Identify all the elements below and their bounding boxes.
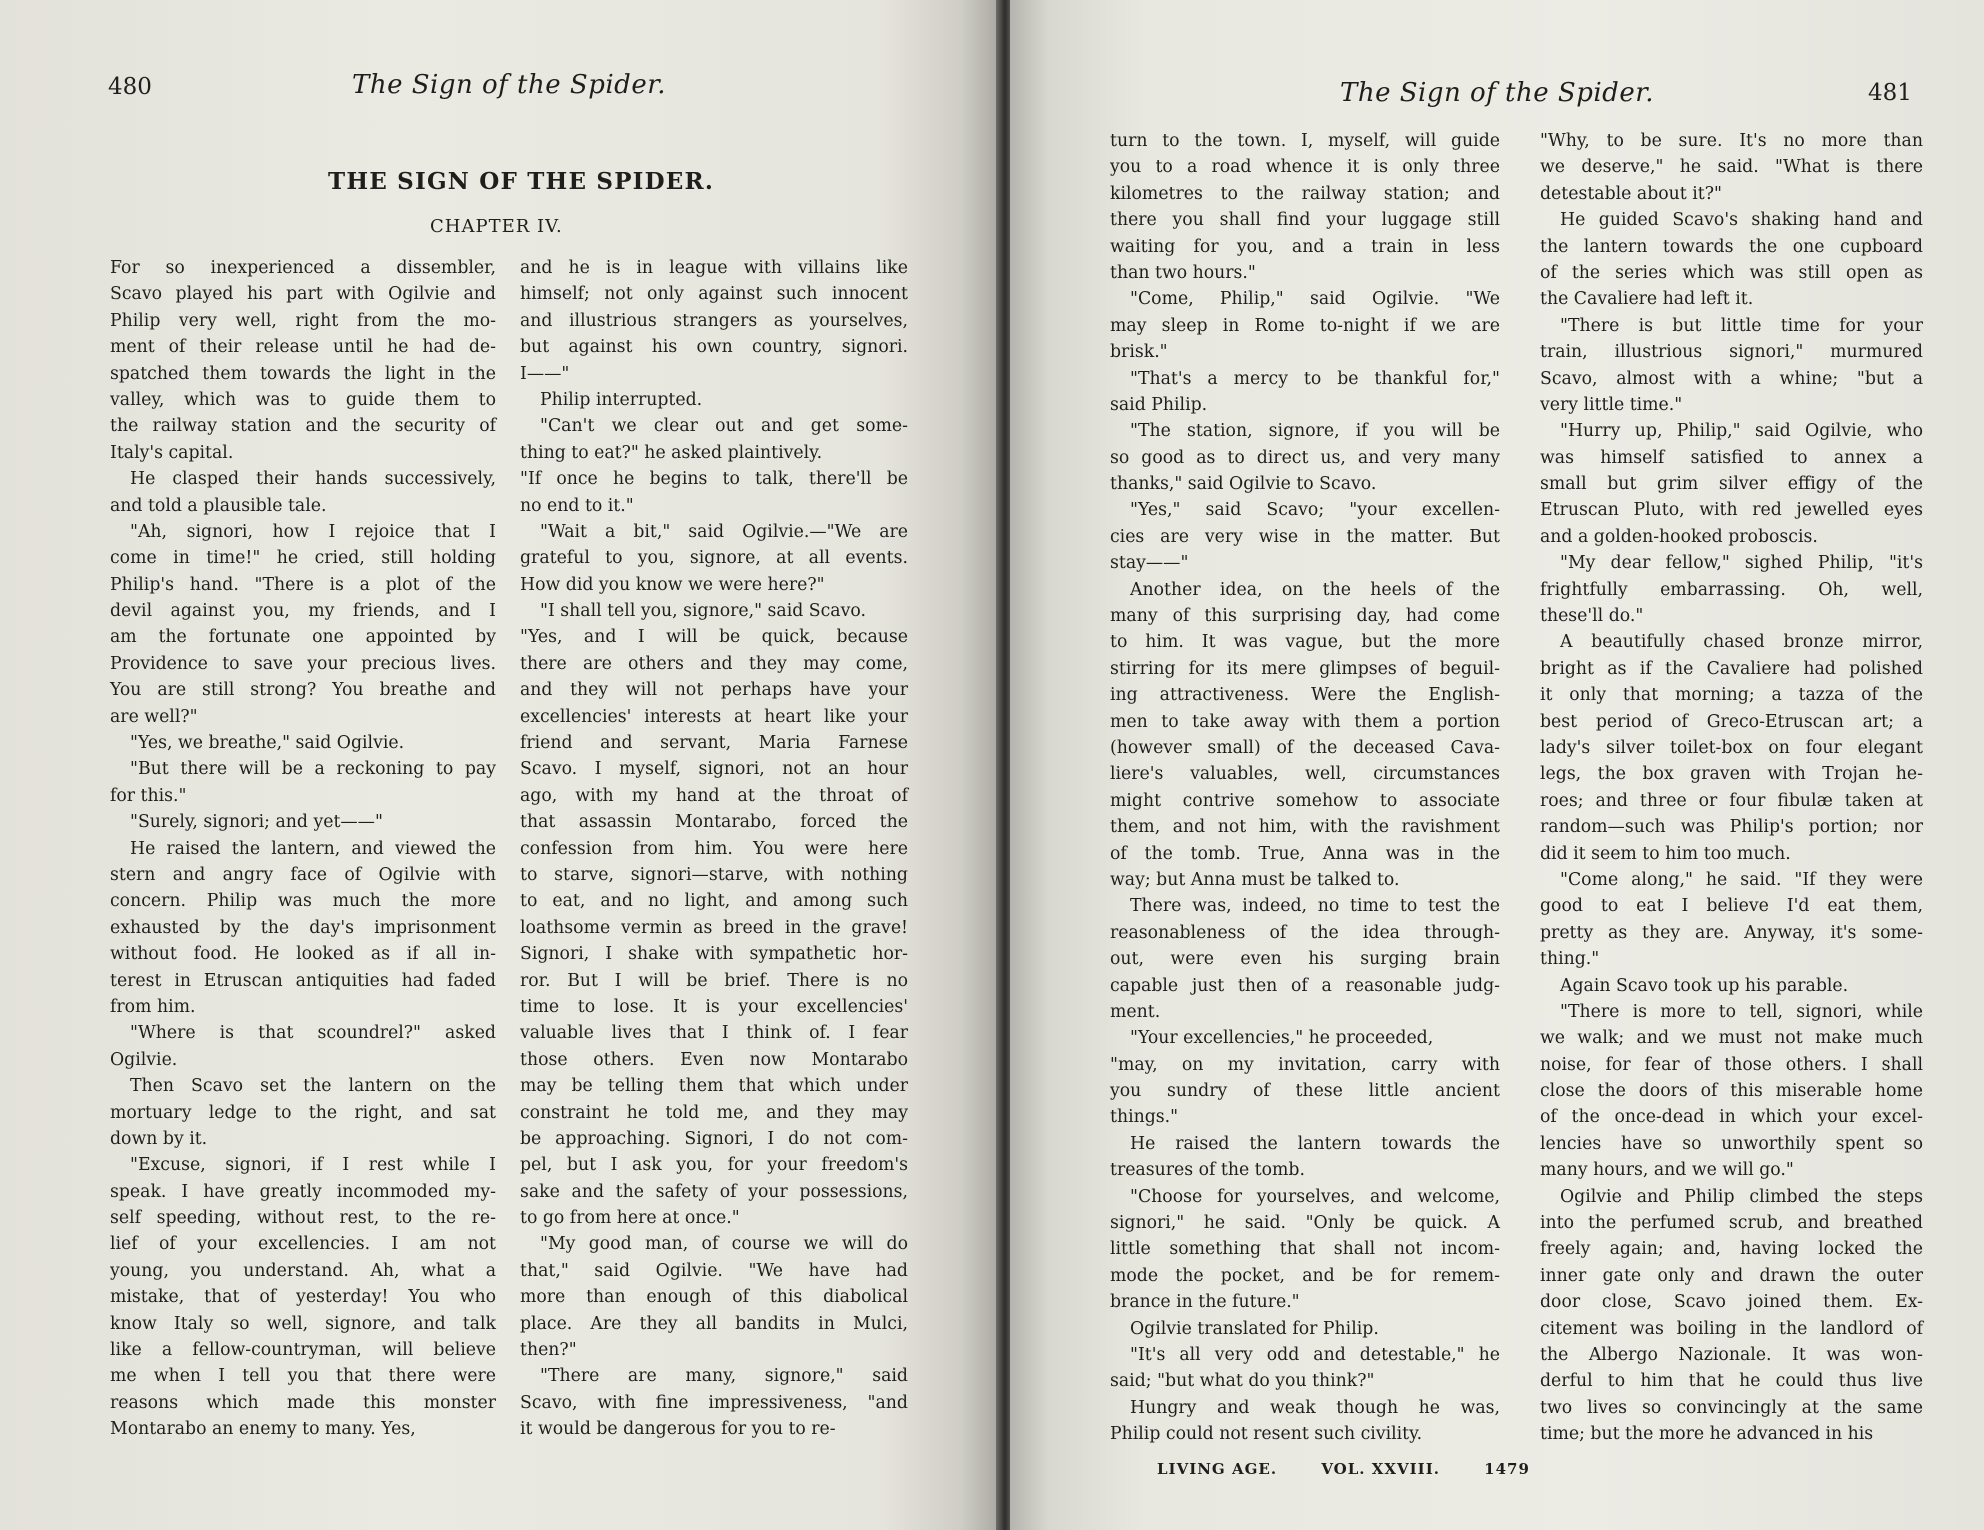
text-line: was himself satisfied to annex a	[1540, 447, 1923, 468]
text-line: then?"	[520, 1340, 577, 1361]
text-line: "Why, to be sure. It's no more than	[1540, 131, 1923, 151]
footer-magazine: LIVING AGE.	[1157, 1460, 1278, 1478]
text-line: best period of Greco-Etruscan art; a	[1540, 711, 1923, 732]
text-line: brisk."	[1110, 342, 1168, 363]
text-line: may be telling them that which under	[520, 1076, 908, 1097]
text-line: noise, for fear of those others. I shall	[1540, 1054, 1923, 1075]
text-line: sake and the safety of your possessions,	[520, 1181, 908, 1202]
text-line: are well?"	[110, 706, 198, 727]
text-line: A beautifully chased bronze mirror,	[1560, 632, 1923, 653]
text-line: Hungry and weak though he was,	[1130, 1397, 1500, 1418]
text-line: Etruscan Pluto, with red jewelled eyes	[1540, 500, 1923, 521]
text-line: for this."	[110, 785, 187, 806]
text-line: "Yes, and I will be quick, because	[520, 627, 908, 648]
text-line: thing to eat?" he asked plaintively.	[520, 442, 823, 463]
text-line: legs, the box graven with Trojan he-	[1540, 764, 1923, 785]
text-line: "The station, signore, if you will be	[1130, 421, 1500, 442]
text-line: ment.	[1110, 1001, 1161, 1022]
text-line: we deserve," he said. "What is there	[1540, 157, 1923, 178]
running-head-left: The Sign of the Spider.	[352, 70, 667, 100]
text-line: ago, with my hand at the throat of	[520, 785, 908, 806]
text-line: valuable lives that I think of. I fear	[520, 1023, 908, 1044]
right-column-1	[1110, 128, 1500, 1448]
right-page	[1010, 0, 1984, 1530]
text-line: Signori, I shake with sympathetic hor-	[520, 944, 908, 965]
text-line: Scavo, with fine impressiveness, "and	[520, 1392, 908, 1413]
text-line: mode the pocket, and be for remem-	[1110, 1265, 1500, 1286]
text-line: said Philip.	[1110, 394, 1208, 415]
text-line: freely again; and, having locked the	[1540, 1239, 1923, 1260]
text-line: Ogilvie translated for Philip.	[1130, 1318, 1379, 1339]
text-line: that," said Ogilvie. "We have had	[520, 1260, 908, 1281]
text-line: am the fortunate one appointed by	[110, 627, 496, 648]
text-line: of the tomb. True, Anna was in the	[1110, 843, 1500, 864]
text-line: speak. I have greatly incommoded my-	[110, 1181, 496, 1202]
text-line: "Yes," said Scavo; "your excellen-	[1130, 500, 1500, 521]
text-line: door close, Scavo joined them. Ex-	[1540, 1292, 1923, 1313]
text-line: "Yes, we breathe," said Ogilvie.	[130, 733, 405, 754]
text-line: be approaching. Signori, I do not com-	[520, 1128, 908, 1149]
left-column-2	[520, 255, 908, 1443]
text-line: said; "but what do you think?"	[1110, 1371, 1375, 1392]
text-line: He clasped their hands successively,	[130, 469, 496, 490]
text-line: "Wait a bit," said Ogilvie.—"We are	[540, 521, 908, 542]
article-title: THE SIGN OF THE SPIDER.	[328, 168, 715, 195]
text-line: Another idea, on the heels of the	[1130, 579, 1500, 600]
text-line: Philip's hand. "There is a plot of the	[110, 574, 496, 595]
text-line: "It's all very odd and detestable," he	[1130, 1344, 1500, 1365]
text-line: ror. But I will be brief. There is no	[520, 970, 908, 991]
text-line: pel, but I ask you, for your freedom's	[520, 1155, 908, 1176]
text-line: so good as to direct us, and very many	[1110, 447, 1500, 468]
text-line: loathsome vermin as breed in the grave!	[520, 917, 908, 938]
text-line: cies are very wise in the matter. But	[1110, 526, 1500, 547]
text-line: Italy's capital.	[110, 442, 234, 463]
text-line: "That's a mercy to be thankful for,"	[1130, 368, 1500, 389]
text-line: treasures of the tomb.	[1110, 1160, 1305, 1181]
text-line: many hours, and we will go."	[1540, 1160, 1794, 1181]
text-line: "I shall tell you, signore," said Scavo.	[540, 601, 866, 622]
text-line: "Come along," he said. "If they were	[1560, 869, 1923, 890]
text-line: ing attractiveness. Were the English-	[1110, 685, 1500, 706]
text-line: may sleep in Rome to-night if we are	[1110, 315, 1500, 336]
text-line: derful to him that he could thus live	[1540, 1371, 1923, 1392]
text-line: there you shall find your luggage still	[1110, 210, 1500, 231]
text-line: spatched them towards the light in the	[110, 363, 496, 384]
text-line: those others. Even now Montarabo	[520, 1049, 908, 1070]
text-line: (however small) of the deceased Cava-	[1110, 737, 1500, 758]
text-line: devil against you, my friends, and I	[110, 601, 496, 622]
text-line: no end to it."	[520, 495, 634, 516]
text-line: kilometres to the railway station; and	[1110, 183, 1500, 204]
text-line: liere's valuables, well, circumstances	[1110, 764, 1500, 785]
text-line: little something that shall not incom-	[1110, 1239, 1500, 1260]
text-line: lencies have so unworthily spent so	[1540, 1133, 1923, 1154]
text-line: "My good man, of course we will do	[540, 1234, 908, 1255]
text-line: "There are many, signore," said	[540, 1366, 908, 1387]
text-line: many of this surprising day, had come	[1110, 606, 1500, 627]
text-line: but against his own country, signori.	[520, 337, 908, 358]
text-line: them, and not him, with the ravishment	[1110, 817, 1500, 838]
text-line: "Your excellencies," he proceeded,	[1130, 1028, 1434, 1049]
page-number-right: 481	[1868, 80, 1912, 106]
text-line: to go from here at once."	[520, 1208, 740, 1229]
text-line: stirring for its mere glimpses of beguil-	[1110, 658, 1500, 679]
text-line: Philip very well, right from the mo-	[110, 310, 496, 331]
text-line: "If once he begins to talk, there'll be	[520, 469, 908, 490]
text-line: from him.	[110, 996, 196, 1017]
text-line: Ogilvie.	[110, 1049, 178, 1070]
text-line: Scavo, almost with a whine; "but a	[1540, 368, 1923, 389]
page-footer	[1157, 1460, 1568, 1478]
text-line: valley, which was to guide them to	[110, 389, 496, 410]
text-line: Then Scavo set the lantern on the	[130, 1076, 496, 1097]
text-line: friend and servant, Maria Farnese	[520, 733, 908, 754]
text-line: Scavo played his part with Ogilvie and	[110, 284, 496, 305]
text-line: constraint he told me, and they may	[520, 1102, 908, 1123]
text-line: self speeding, without rest, to the re-	[110, 1208, 496, 1229]
text-line: two lives so convincingly at the same	[1540, 1397, 1923, 1418]
text-line: random—such was Philip's portion; nor	[1540, 817, 1923, 838]
text-line: lief of your excellencies. I am not	[110, 1234, 496, 1255]
running-head-right: The Sign of the Spider.	[1340, 78, 1655, 108]
right-column-2	[1540, 128, 1923, 1448]
text-line: I——"	[520, 363, 570, 384]
text-line: of the once-dead in which your excel-	[1540, 1107, 1923, 1128]
text-line: stern and angry face of Ogilvie with	[110, 864, 496, 885]
text-line: things."	[1110, 1107, 1179, 1128]
text-line: He guided Scavo's shaking hand and	[1560, 210, 1923, 231]
text-line: pretty as they are. Anyway, it's some-	[1540, 922, 1923, 943]
text-line: reasonableness of the idea through-	[1110, 922, 1500, 943]
footer-number: 1479	[1484, 1460, 1530, 1478]
text-line: inner gate only and drawn the outer	[1540, 1265, 1923, 1286]
text-line: to starve, signori—starve, with nothing	[520, 864, 908, 885]
left-column-1	[110, 255, 496, 1443]
text-line: "But there will be a reckoning to pay	[130, 759, 496, 780]
text-line: close the doors of this miserable home	[1540, 1081, 1923, 1102]
text-line: detestable about it?"	[1540, 183, 1722, 204]
text-line: more than enough of this diabolical	[520, 1287, 908, 1308]
text-line: to him. It was vague, but the more	[1110, 632, 1500, 653]
text-line: there are others and they may come,	[520, 653, 908, 674]
text-line: "Where is that scoundrel?" asked	[130, 1023, 496, 1044]
text-line: that assassin Montarabo, forced the	[520, 812, 908, 833]
text-line: frightfully embarrassing. Oh, well,	[1540, 579, 1923, 600]
text-line: and illustrious strangers as yourselves,	[520, 310, 908, 331]
text-line: concern. Philip was much the more	[110, 891, 496, 912]
text-line: of the series which was still open as	[1540, 262, 1923, 283]
text-line: than two hours."	[1110, 262, 1256, 283]
text-line: "Come, Philip," said Ogilvie. "We	[1130, 289, 1500, 310]
text-line: "My dear fellow," sighed Philip, "it's	[1560, 553, 1923, 574]
text-line: Montarabo an enemy to many. Yes,	[110, 1419, 416, 1440]
text-line: He raised the lantern towards the	[1130, 1133, 1500, 1154]
text-line: He raised the lantern, and viewed the	[130, 838, 496, 859]
text-line: good to eat I believe I'd eat them,	[1540, 896, 1923, 917]
text-line: stay——"	[1110, 553, 1189, 574]
text-line: out, were even his surging brain	[1110, 949, 1500, 970]
text-line: young, you understand. Ah, what a	[110, 1260, 496, 1281]
text-line: and told a plausible tale.	[110, 495, 327, 516]
text-line: ment of their release until he had de-	[110, 337, 496, 358]
text-line: Scavo. I myself, signori, not an hour	[520, 759, 908, 780]
text-line: like a fellow-countryman, will believe	[110, 1340, 496, 1361]
text-line: train, illustrious signori," murmured	[1540, 342, 1923, 363]
text-line: For so inexperienced a dissembler,	[110, 258, 496, 278]
text-line: Philip could not resent such civility.	[1110, 1424, 1423, 1445]
text-line: Philip interrupted.	[540, 389, 703, 410]
text-line: There was, indeed, no time to test the	[1130, 896, 1500, 917]
text-line: roes; and three or four fibulæ taken at	[1540, 790, 1923, 811]
text-line: time to lose. It is your excellencies'	[520, 996, 908, 1017]
text-line: bright as if the Cavaliere had polished	[1540, 658, 1923, 679]
text-line: "There is but little time for your	[1560, 315, 1923, 336]
text-line: Providence to save your precious lives.	[110, 653, 496, 674]
text-line: brance in the future."	[1110, 1292, 1300, 1313]
text-line: turn to the town. I, myself, will guide	[1110, 131, 1500, 151]
text-line: know Italy so well, signore, and talk	[110, 1313, 496, 1334]
text-line: it only that morning; a tazza of the	[1540, 685, 1923, 706]
text-line: the Cavaliere had left it.	[1540, 289, 1754, 310]
text-line: How did you know we were here?"	[520, 574, 825, 595]
text-line: very little time."	[1540, 394, 1683, 415]
text-line: we walk; and we must not make much	[1540, 1028, 1923, 1049]
text-line: "Choose for yourselves, and welcome,	[1130, 1186, 1500, 1207]
text-line: excellencies' interests at heart like your	[520, 706, 908, 727]
text-line: might contrive somehow to associate	[1110, 790, 1500, 811]
text-line: "Hurry up, Philip," said Ogilvie, who	[1560, 421, 1923, 442]
text-line: "Surely, signori; and yet——"	[130, 812, 383, 833]
text-line: into the perfumed scrub, and breathed	[1540, 1213, 1923, 1234]
text-line: grateful to you, signore, at all events.	[520, 548, 908, 569]
text-line: and they will not perhaps have your	[520, 680, 908, 701]
text-line: way; but Anna must be talked to.	[1110, 869, 1400, 890]
text-line: mortuary ledge to the right, and sat	[110, 1102, 496, 1123]
text-line: the Albergo Nazionale. It was won-	[1540, 1344, 1923, 1365]
text-line: confession from him. You were here	[520, 838, 908, 859]
text-line: the lantern towards the one cupboard	[1540, 236, 1923, 257]
text-line: without food. He looked as if all in-	[110, 944, 496, 965]
text-line: "Can't we clear out and get some-	[540, 416, 908, 437]
page-number-left: 480	[108, 74, 152, 100]
text-line: and he is in league with villains like	[520, 258, 908, 278]
text-line: You are still strong? You breathe and	[110, 680, 496, 701]
text-line: these'll do."	[1540, 606, 1644, 627]
text-line: terest in Etruscan antiquities had faded	[110, 970, 496, 991]
text-line: thanks," said Ogilvie to Scavo.	[1110, 474, 1377, 495]
text-line: men to take away with them a portion	[1110, 711, 1500, 732]
text-line: you sundry of these little ancient	[1110, 1081, 1500, 1102]
text-line: time; but the more he advanced in his	[1540, 1424, 1874, 1445]
text-line: place. Are they all bandits in Mulci,	[520, 1313, 908, 1334]
text-line: thing."	[1540, 949, 1600, 970]
text-line: Ogilvie and Philip climbed the steps	[1560, 1186, 1923, 1207]
text-line: mistake, that of yesterday! You who	[110, 1287, 496, 1308]
text-line: citement was boiling in the landlord of	[1540, 1318, 1923, 1339]
text-line: exhausted by the day's imprisonment	[110, 917, 496, 938]
text-line: come in time!" he cried, still holding	[110, 548, 496, 569]
text-line: me when I tell you that there were	[110, 1366, 496, 1387]
text-line: lady's silver toilet-box on four elegant	[1540, 737, 1923, 758]
text-line: "There is more to tell, signori, while	[1560, 1001, 1923, 1022]
text-line: capable just then of a reasonable judg-	[1110, 975, 1500, 996]
text-line: did it seem to him too much.	[1540, 843, 1791, 864]
text-line: reasons which made this monster	[110, 1392, 496, 1413]
footer-volume: VOL. XXVIII.	[1321, 1460, 1440, 1478]
text-line: the railway station and the security of	[110, 416, 496, 437]
text-line: himself; not only against such innocent	[520, 284, 908, 305]
text-line: it would be dangerous for you to re-	[520, 1419, 836, 1440]
text-line: "Excuse, signori, if I rest while I	[130, 1155, 496, 1176]
text-line: to eat, and no light, and among such	[520, 891, 908, 912]
text-line: waiting for you, and a train in less	[1110, 236, 1500, 257]
text-line: signori," he said. "Only be quick. A	[1110, 1213, 1500, 1234]
text-line: you to a road whence it is only three	[1110, 157, 1500, 178]
text-line: "may, on my invitation, carry with	[1110, 1054, 1500, 1075]
chapter-heading: CHAPTER IV.	[430, 216, 563, 237]
text-line: small but grim silver effigy of the	[1540, 474, 1923, 495]
text-line: "Ah, signori, how I rejoice that I	[130, 521, 496, 542]
text-line: and a golden-hooked proboscis.	[1540, 526, 1818, 547]
text-line: Again Scavo took up his parable.	[1560, 975, 1849, 996]
text-line: down by it.	[110, 1128, 208, 1149]
